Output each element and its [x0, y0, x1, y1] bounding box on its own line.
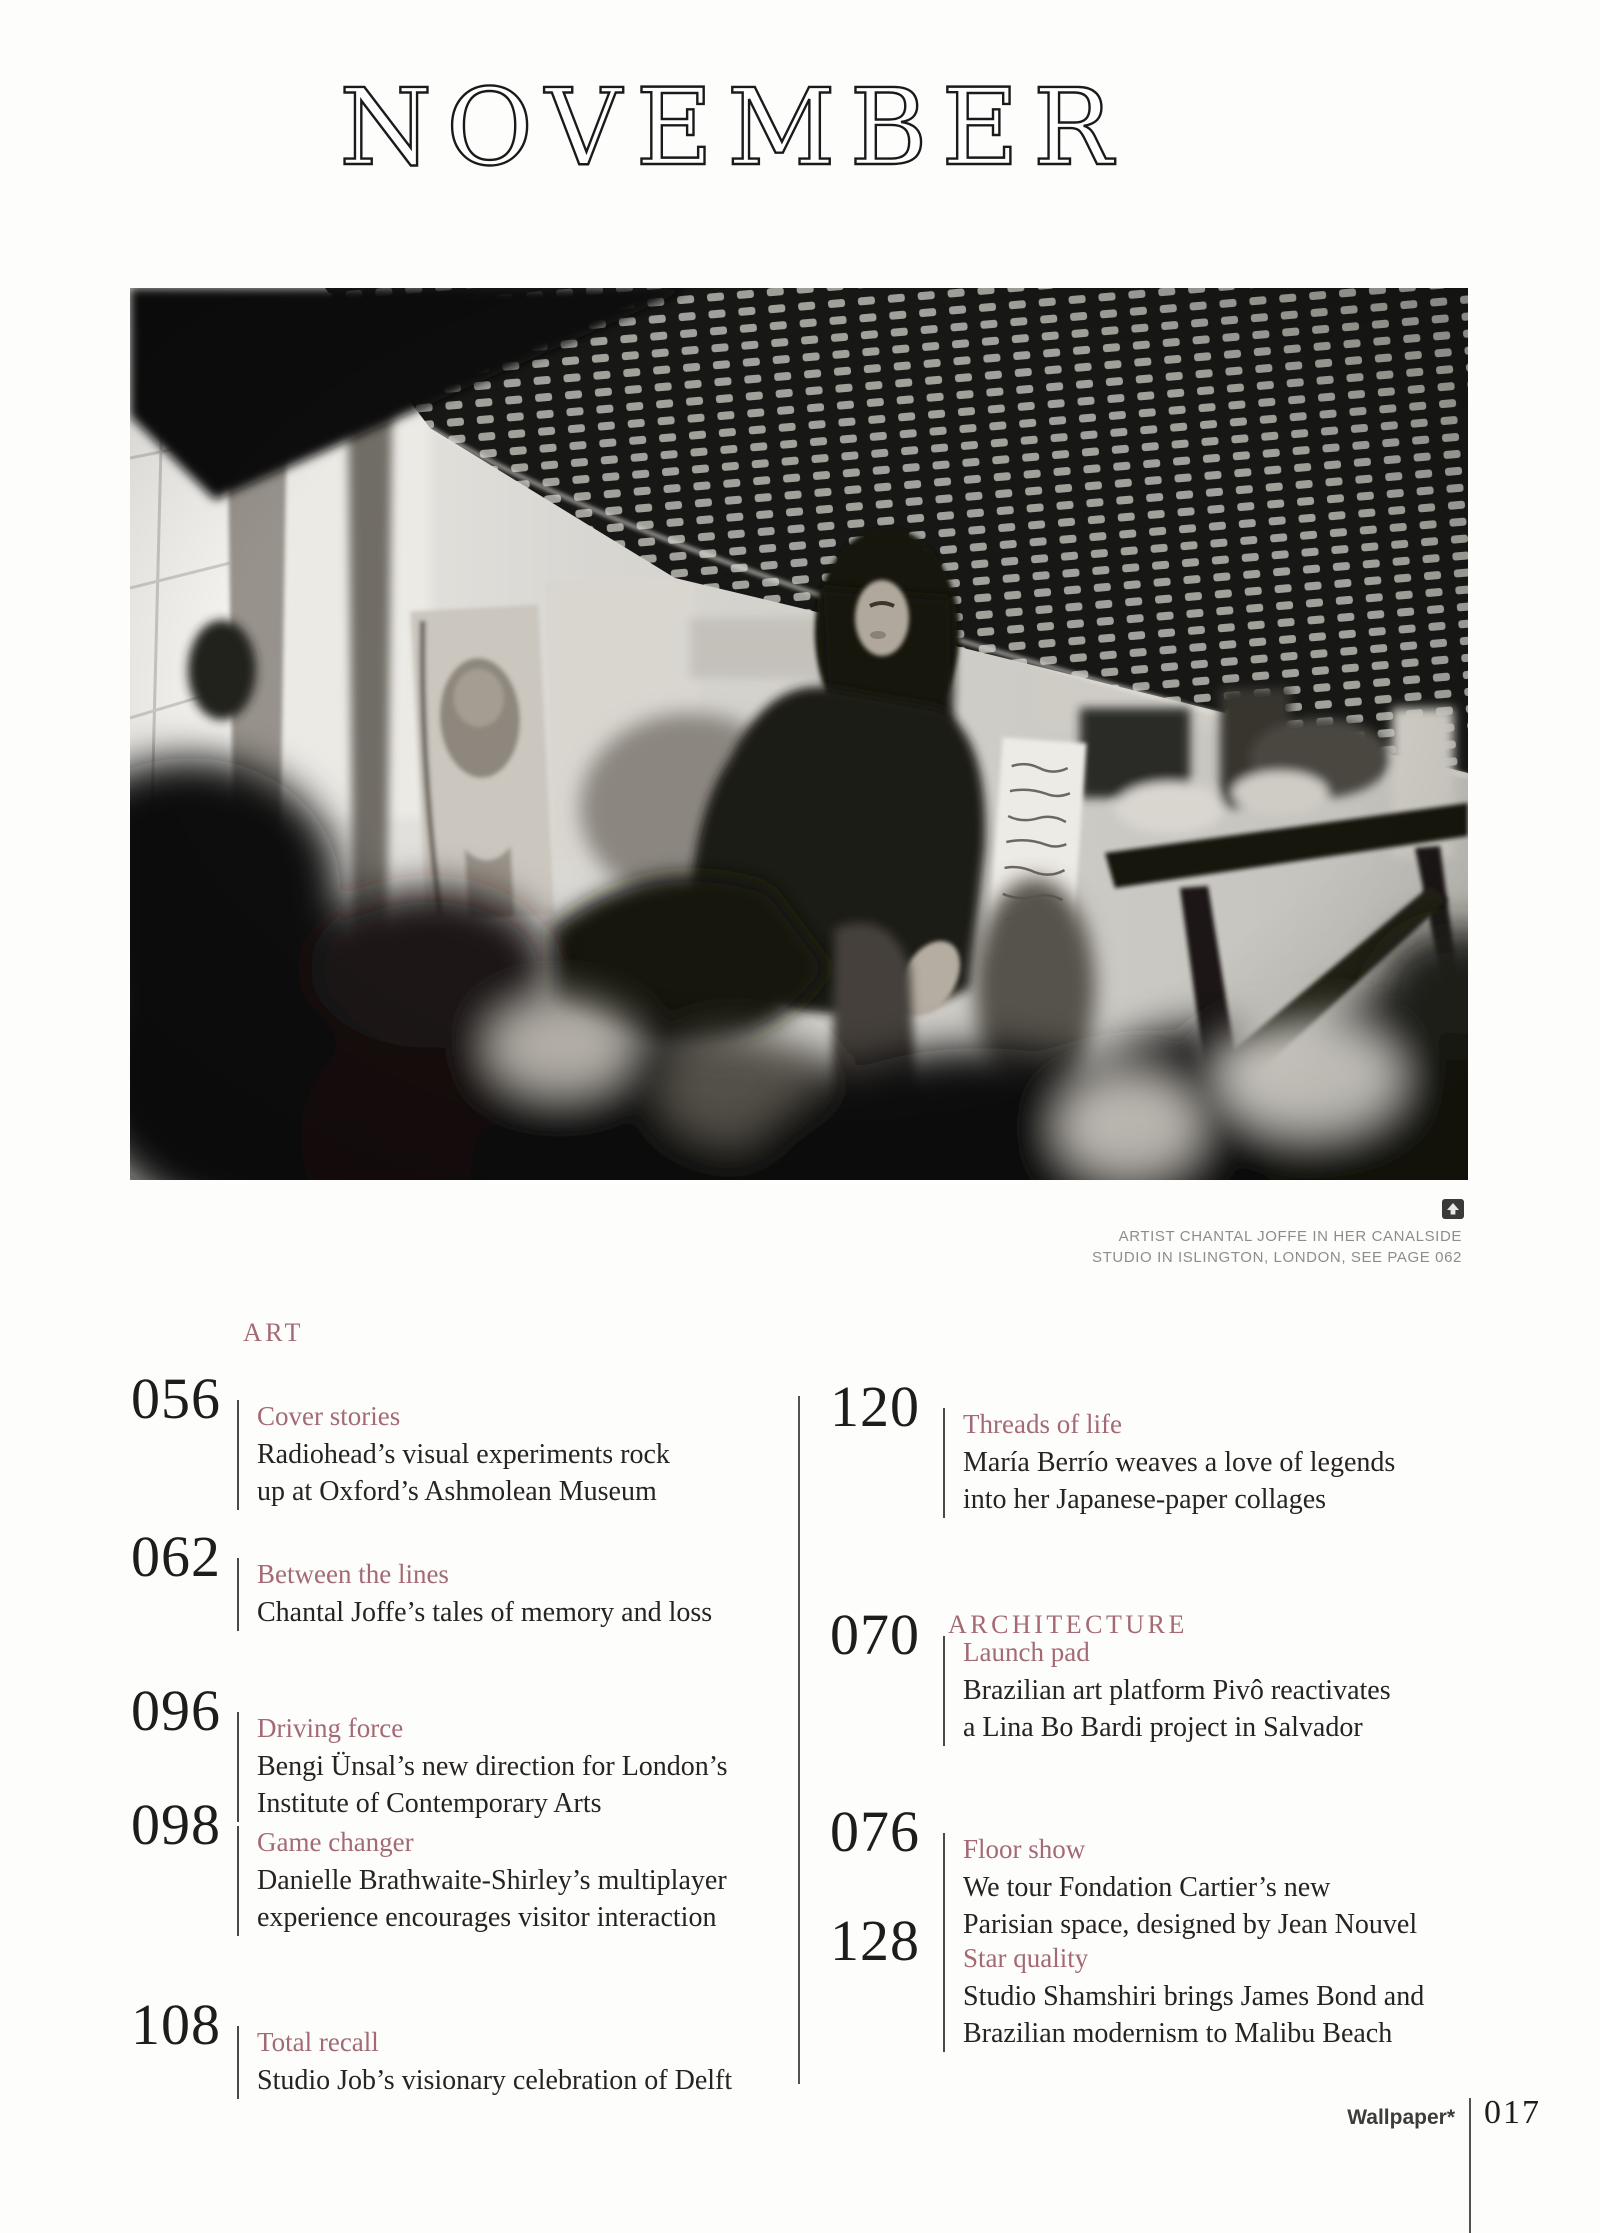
arrow-up-icon [1442, 1199, 1464, 1219]
entry-title: Star quality [963, 1943, 1089, 1973]
entry-description [257, 1859, 727, 1936]
entry-title: Launch pad [963, 1637, 1090, 1667]
desc-line: Danielle Brathwaite-Shirley’s multiplayer [257, 1865, 727, 1896]
desc-line: Brazilian art platform Pivô reactivates [963, 1675, 1391, 1706]
entry-description [257, 1591, 712, 1631]
desc-line: into her Japanese-paper collages [963, 1484, 1327, 1515]
page-number: 062 [131, 1524, 221, 1589]
entry-description [963, 1669, 1391, 1746]
desc-line: up at Oxford’s Ashmolean Museum [257, 1476, 657, 1507]
entry-title: Cover stories [257, 1401, 401, 1431]
studio-photograph [130, 288, 1468, 1180]
photo-caption [1092, 1226, 1462, 1268]
entry-title: Floor show [963, 1834, 1086, 1864]
entry-body [943, 1636, 1391, 1746]
page-number: 098 [131, 1792, 221, 1857]
entry-body [237, 2026, 732, 2099]
entry-description [963, 1866, 1417, 1943]
page-number: 128 [830, 1908, 920, 1973]
section-heading-architecture: ARCHITECTURE [948, 1610, 1188, 1639]
page-number: 120 [830, 1374, 920, 1439]
entry-body [943, 1833, 1417, 1943]
folio-page-number: 017 [1484, 2094, 1541, 2131]
photo-caption-line2: STUDIO IN ISLINGTON, LONDON, SEE PAGE 062 [1092, 1249, 1462, 1266]
entry-body [237, 1400, 670, 1510]
page-number: 056 [131, 1366, 221, 1431]
toc-entry-108 [131, 1992, 733, 2099]
desc-line: a Lina Bo Bardi project in Salvador [963, 1712, 1363, 1743]
toc-entry-120 [830, 1374, 1396, 1518]
month-title: NOVEMBER [339, 66, 1127, 189]
toc-entry-062 [131, 1524, 713, 1631]
desc-line: We tour Fondation Cartier’s new [963, 1872, 1331, 1903]
entry-body [237, 1558, 712, 1631]
entry-description [963, 1441, 1395, 1518]
entry-description [257, 1433, 670, 1510]
entry-body [237, 1712, 727, 1822]
desc-line: Chantal Joffe’s tales of memory and loss [257, 1597, 713, 1628]
entry-description [963, 1975, 1424, 2052]
month-title-wrap [0, 52, 1600, 192]
desc-line: experience encourages visitor interaction [257, 1902, 717, 1933]
desc-line: Brazilian modernism to Malibu Beach [963, 2018, 1393, 2049]
page-number: 070 [830, 1602, 920, 1667]
footer-divider [1469, 2098, 1471, 2233]
entry-description [257, 1745, 727, 1822]
section-heading-art: ART [243, 1318, 304, 1347]
entry-title: Driving force [257, 1713, 404, 1743]
brand-logo: Wallpaper* [1347, 2106, 1455, 2129]
desc-line: Parisian space, designed by Jean Nouvel [963, 1909, 1418, 1940]
entry-title: Total recall [257, 2027, 379, 2057]
page-number: 096 [131, 1678, 221, 1743]
entry-title: Game changer [257, 1827, 414, 1857]
toc-entry-056 [131, 1366, 670, 1510]
photo-caption-line1: ARTIST CHANTAL JOFFE IN HER CANALSIDE [1118, 1228, 1462, 1245]
entry-title: Threads of life [963, 1409, 1122, 1439]
entry-body [237, 1826, 727, 1936]
month-title-art [0, 52, 1600, 192]
page-number: 108 [131, 1992, 221, 2057]
entry-description [257, 2059, 732, 2099]
column-divider [798, 1396, 800, 2084]
entry-body [943, 1408, 1395, 1518]
desc-line: María Berrío weaves a love of legends [963, 1447, 1396, 1478]
desc-line: Bengi Ünsal’s new direction for London’s [257, 1751, 728, 1782]
entry-title: Between the lines [257, 1559, 449, 1589]
photo-art [130, 288, 1468, 1180]
desc-line: Radiohead’s visual experiments rock [257, 1439, 670, 1470]
desc-line: Studio Job’s visionary celebration of Delft [257, 2065, 733, 2096]
page-number: 076 [830, 1799, 920, 1864]
desc-line: Institute of Contemporary Arts [257, 1788, 602, 1819]
desc-line: Studio Shamshiri brings James Bond and [963, 1981, 1425, 2012]
entry-body [943, 1942, 1424, 2052]
